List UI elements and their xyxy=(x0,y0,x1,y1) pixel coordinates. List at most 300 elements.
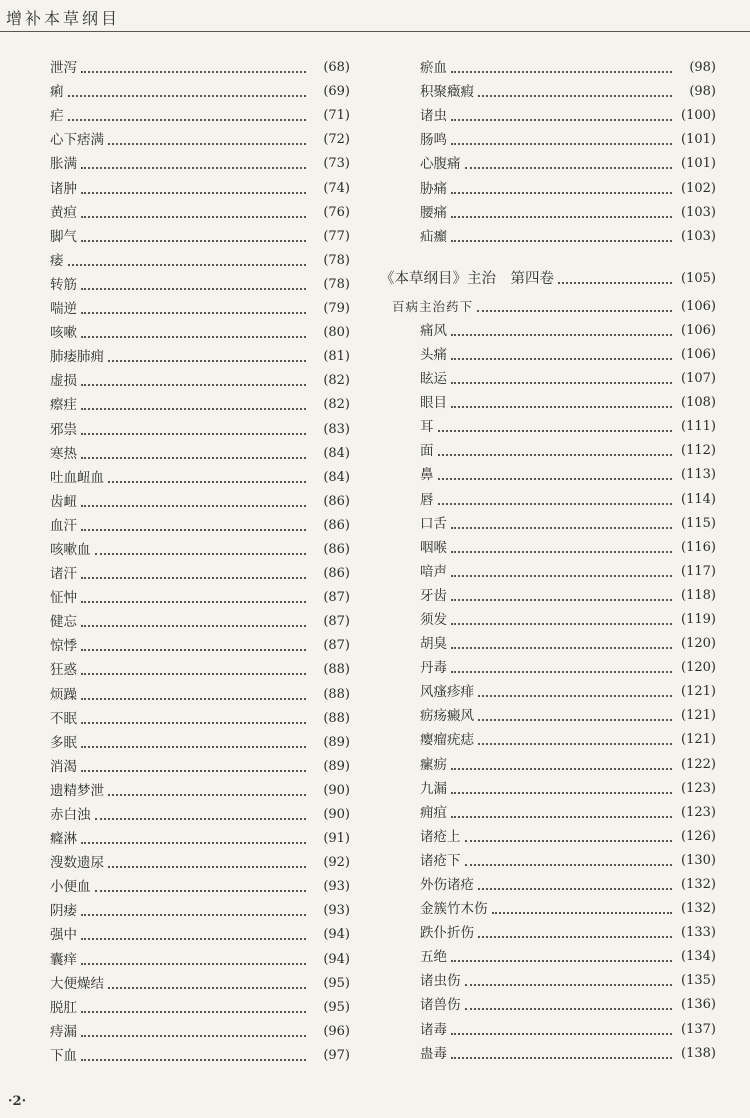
toc-entry-page: (86) xyxy=(323,541,350,557)
leader-dots xyxy=(81,1011,306,1013)
leader-dots xyxy=(465,864,673,866)
toc-entry[interactable] xyxy=(50,488,350,512)
toc-entry-page: (126) xyxy=(681,828,716,844)
toc-entry-title: 血汗 xyxy=(50,517,77,534)
toc-entry[interactable] xyxy=(50,945,350,969)
toc-entry[interactable] xyxy=(50,150,350,174)
toc-entry-title: 阴痿 xyxy=(50,903,77,920)
leader-dots xyxy=(108,987,306,989)
toc-entry[interactable] xyxy=(50,271,350,295)
toc-entry-title: 烦躁 xyxy=(50,686,77,703)
toc-entry[interactable] xyxy=(380,847,716,871)
toc-entry-title: 惊悸 xyxy=(50,638,77,655)
leader-dots xyxy=(438,478,673,480)
toc-entry-title: 外伤诸疮 xyxy=(420,877,474,893)
leader-dots xyxy=(451,623,672,625)
toc-section-title: 百病主治药下 xyxy=(392,298,474,314)
toc-entry-title: 溲数遗尿 xyxy=(50,855,104,872)
leader-dots xyxy=(465,984,673,986)
toc-entry-title: 金簇竹木伤 xyxy=(420,901,488,918)
toc-entry-title: 瘰疬 xyxy=(420,756,447,773)
toc-entry[interactable] xyxy=(380,967,716,991)
leader-dots xyxy=(478,936,672,938)
toc-entry-page: (84) xyxy=(323,445,350,461)
toc-entry[interactable] xyxy=(50,54,350,78)
toc-entry[interactable] xyxy=(380,485,716,509)
toc-entry-title: 大便燥结 xyxy=(50,975,104,992)
toc-entry[interactable] xyxy=(50,1042,350,1066)
leader-dots xyxy=(81,625,306,627)
toc-entry[interactable] xyxy=(50,319,350,343)
leader-dots xyxy=(465,840,673,842)
leader-dots xyxy=(81,1035,306,1037)
leader-dots xyxy=(81,167,306,169)
toc-entry-title: 牙齿 xyxy=(420,587,447,604)
toc-entry[interactable] xyxy=(50,777,350,801)
toc-section-heading[interactable] xyxy=(380,295,716,317)
leader-dots xyxy=(451,551,672,553)
book-title: 增补本草纲目 xyxy=(6,9,121,28)
leader-dots xyxy=(95,818,307,820)
toc-entry-page: (94) xyxy=(323,951,350,967)
leader-dots xyxy=(478,888,672,890)
toc-column-right xyxy=(380,54,716,1064)
toc-entry-page: (82) xyxy=(323,397,350,413)
toc-entry-title: 风瘙疹痱 xyxy=(420,684,474,701)
toc-entry-title: 瘀血 xyxy=(420,60,447,77)
toc-entry-page: (101) xyxy=(681,132,716,148)
leader-dots xyxy=(81,1059,306,1061)
toc-entry-title: 头痛 xyxy=(420,346,447,363)
toc-entry[interactable] xyxy=(50,921,350,945)
leader-dots xyxy=(81,505,306,507)
toc-entry-title: 咳嗽 xyxy=(50,325,77,342)
leader-dots xyxy=(451,406,672,408)
leader-dots xyxy=(451,358,672,360)
toc-entry-page: (74) xyxy=(323,180,350,196)
leader-dots xyxy=(451,792,672,794)
leader-dots xyxy=(438,503,673,505)
toc-entry[interactable] xyxy=(380,54,716,78)
toc-entry-page: (95) xyxy=(323,999,350,1015)
toc-entry[interactable] xyxy=(50,247,350,271)
toc-entry-title: 痔漏 xyxy=(50,1023,77,1040)
toc-entry[interactable] xyxy=(380,991,716,1015)
leader-dots xyxy=(477,310,672,312)
toc-entry-page: (94) xyxy=(323,927,350,943)
toc-entry-page: (133) xyxy=(681,925,716,941)
toc-entry-title: 肠鸣 xyxy=(420,132,447,149)
leader-dots xyxy=(108,481,306,483)
leader-dots xyxy=(68,264,307,266)
toc-entry-title: 喘逆 xyxy=(50,301,77,318)
toc-entry-page: (79) xyxy=(323,301,350,317)
toc-entry-page: (97) xyxy=(323,1047,350,1063)
leader-dots xyxy=(465,167,673,169)
toc-entry[interactable] xyxy=(50,656,350,680)
toc-entry[interactable] xyxy=(380,895,716,919)
toc-entry-page: (100) xyxy=(681,108,716,124)
toc-entry[interactable] xyxy=(50,753,350,777)
toc-entry-page: (135) xyxy=(681,973,716,989)
toc-entry-title: 诸疮上 xyxy=(420,828,461,845)
toc-entry[interactable] xyxy=(380,823,716,847)
toc-entry[interactable] xyxy=(50,440,350,464)
toc-entry-title: 心下痞满 xyxy=(50,132,104,149)
leader-dots xyxy=(81,770,306,772)
leader-dots xyxy=(81,914,306,916)
toc-entry[interactable] xyxy=(380,78,716,102)
toc-entry-title: 诸兽伤 xyxy=(420,997,461,1014)
leader-dots xyxy=(81,312,306,314)
toc-entry-title: 转筋 xyxy=(50,276,77,293)
toc-entry-title: 鼻 xyxy=(420,467,434,484)
toc-entry-page: (123) xyxy=(681,804,716,820)
toc-entry-page: (132) xyxy=(681,901,716,917)
toc-entry-title: 九漏 xyxy=(420,780,447,797)
leader-dots xyxy=(451,960,672,962)
toc-entry-page: (121) xyxy=(681,708,716,724)
leader-dots xyxy=(451,216,672,218)
toc-entry-page: (68) xyxy=(323,60,350,76)
toc-entry-page: (101) xyxy=(681,156,716,172)
toc-entry[interactable] xyxy=(380,943,716,967)
leader-dots xyxy=(465,1008,673,1010)
toc-entry-title: 不眠 xyxy=(50,710,77,727)
toc-entry-page: (88) xyxy=(323,710,350,726)
toc-entry[interactable] xyxy=(50,415,350,439)
leader-dots xyxy=(68,119,307,121)
toc-entry[interactable] xyxy=(50,512,350,536)
toc-entry-page: (102) xyxy=(681,180,716,196)
leader-dots xyxy=(95,890,307,892)
toc-entry-title: 瘵疰 xyxy=(50,397,77,414)
toc-chapter-title: 《本草纲目》主治 第四卷 xyxy=(380,270,554,287)
page-number: ·2· xyxy=(8,1094,27,1109)
leader-dots xyxy=(81,408,306,410)
toc-entry-page: (123) xyxy=(681,780,716,796)
toc-entry[interactable] xyxy=(380,1015,716,1039)
toc-entry-page: (106) xyxy=(681,346,716,362)
toc-section-page: (106) xyxy=(681,298,716,314)
toc-entry-title: 眼目 xyxy=(420,395,447,412)
toc-entry[interactable] xyxy=(50,705,350,729)
toc-entry-title: 疟 xyxy=(50,108,64,125)
toc-entry-title: 吐血衄血 xyxy=(50,469,104,486)
toc-entry[interactable] xyxy=(50,1018,350,1042)
toc-entry-page: (84) xyxy=(323,469,350,485)
toc-entry[interactable] xyxy=(50,102,350,126)
toc-entry[interactable] xyxy=(380,654,716,678)
toc-entry-page: (89) xyxy=(323,734,350,750)
toc-entry-page: (95) xyxy=(323,975,350,991)
toc-entry-page: (76) xyxy=(323,204,350,220)
toc-entry-title: 诸肿 xyxy=(50,180,77,197)
toc-entry-title: 脚气 xyxy=(50,228,77,245)
toc-entry-title: 多眠 xyxy=(50,734,77,751)
toc-entry[interactable] xyxy=(380,726,716,750)
leader-dots xyxy=(108,360,306,362)
toc-chapter-heading[interactable] xyxy=(380,247,716,295)
leader-dots xyxy=(451,192,672,194)
leader-dots xyxy=(81,698,306,700)
toc-entry[interactable] xyxy=(50,632,350,656)
leader-dots xyxy=(451,240,672,242)
leader-dots xyxy=(81,384,306,386)
toc-entry[interactable] xyxy=(50,199,350,223)
leader-dots xyxy=(81,240,306,242)
toc-entry[interactable] xyxy=(380,223,716,247)
toc-entry-page: (121) xyxy=(681,732,716,748)
toc-entry-title: 怔忡 xyxy=(50,590,77,607)
toc-entry-page: (87) xyxy=(323,590,350,606)
toc-entry-page: (130) xyxy=(681,852,716,868)
toc-entry-page: (136) xyxy=(681,997,716,1013)
toc-entry-title: 面 xyxy=(420,443,434,460)
toc-entry-title: 健忘 xyxy=(50,614,77,631)
toc-entry-page: (122) xyxy=(681,756,716,772)
toc-entry[interactable] xyxy=(50,897,350,921)
toc-entry-page: (72) xyxy=(323,132,350,148)
leader-dots xyxy=(478,719,672,721)
toc-entry-page: (121) xyxy=(681,684,716,700)
leader-dots xyxy=(451,527,672,529)
toc-entry[interactable] xyxy=(50,78,350,102)
toc-entry-page: (83) xyxy=(323,421,350,437)
toc-entry[interactable] xyxy=(380,437,716,461)
leader-dots xyxy=(451,334,672,336)
toc-entry[interactable] xyxy=(380,126,716,150)
leader-dots xyxy=(81,722,306,724)
leader-dots xyxy=(451,1033,672,1035)
toc-entry-page: (103) xyxy=(681,204,716,220)
toc-entry-title: 脱肛 xyxy=(50,999,77,1016)
toc-entry-title: 痿 xyxy=(50,252,64,269)
toc-entry-page: (88) xyxy=(323,686,350,702)
toc-entry[interactable] xyxy=(380,365,716,389)
leader-dots xyxy=(68,95,307,97)
leader-dots xyxy=(451,647,672,649)
toc-entry[interactable] xyxy=(380,510,716,534)
toc-entry[interactable] xyxy=(50,608,350,632)
toc-entry[interactable] xyxy=(380,750,716,774)
leader-dots xyxy=(81,216,306,218)
toc-entry[interactable] xyxy=(380,102,716,126)
toc-entry-page: (120) xyxy=(681,660,716,676)
toc-entry-title: 积聚癥瘕 xyxy=(420,84,474,101)
toc-entry-title: 诸虫 xyxy=(420,108,447,125)
leader-dots xyxy=(108,866,306,868)
toc-entry-title: 狂惑 xyxy=(50,662,77,679)
toc-entry[interactable] xyxy=(380,413,716,437)
toc-entry-title: 诸疮下 xyxy=(420,852,461,869)
toc-entry[interactable] xyxy=(50,560,350,584)
toc-entry[interactable] xyxy=(380,1040,716,1064)
toc-entry-page: (117) xyxy=(681,563,716,579)
toc-entry-page: (86) xyxy=(323,566,350,582)
toc-entry[interactable] xyxy=(380,582,716,606)
toc-entry[interactable] xyxy=(380,558,716,582)
toc-entry-title: 诸毒 xyxy=(420,1021,447,1038)
toc-entry[interactable] xyxy=(50,801,350,825)
leader-dots xyxy=(451,119,672,121)
leader-dots xyxy=(81,433,306,435)
leader-dots xyxy=(451,382,672,384)
toc-entry-title: 强中 xyxy=(50,927,77,944)
toc-entry-page: (87) xyxy=(323,638,350,654)
leader-dots xyxy=(451,816,672,818)
toc-entry-title: 腰痛 xyxy=(420,204,447,221)
toc-entry[interactable] xyxy=(380,606,716,630)
toc-entry-title: 邪祟 xyxy=(50,421,77,438)
toc-entry[interactable] xyxy=(380,199,716,223)
toc-entry-title: 疝㿗 xyxy=(420,228,447,245)
toc-entry-page: (116) xyxy=(681,539,716,555)
toc-entry-title: 须发 xyxy=(420,611,447,628)
leader-dots xyxy=(81,938,306,940)
toc-entry[interactable] xyxy=(50,174,350,198)
toc-entry-page: (118) xyxy=(681,587,716,603)
toc-entry[interactable] xyxy=(380,871,716,895)
toc-entry-page: (80) xyxy=(323,325,350,341)
leader-dots xyxy=(478,95,672,97)
toc-entry-title: 遗精梦泄 xyxy=(50,782,104,799)
toc-entry[interactable] xyxy=(380,317,716,341)
toc-entry-title: 唇 xyxy=(420,491,434,508)
toc-entry-page: (77) xyxy=(323,228,350,244)
leader-dots xyxy=(451,671,672,673)
toc-entry[interactable] xyxy=(50,223,350,247)
toc-entry[interactable] xyxy=(380,630,716,654)
toc-entry[interactable] xyxy=(380,678,716,702)
leader-dots xyxy=(81,71,306,73)
toc-entry-page: (112) xyxy=(681,443,716,459)
toc-entry-page: (114) xyxy=(681,491,716,507)
toc-entry-page: (91) xyxy=(323,831,350,847)
toc-entry[interactable] xyxy=(50,343,350,367)
toc-entry-title: 疬疡癜风 xyxy=(420,708,474,725)
toc-entry-title: 口舌 xyxy=(420,515,447,532)
toc-entry-page: (132) xyxy=(681,877,716,892)
toc-entry[interactable] xyxy=(50,825,350,849)
leader-dots xyxy=(558,282,672,284)
toc-entry-title: 痢 xyxy=(50,84,64,101)
toc-entry-page: (111) xyxy=(681,419,716,435)
leader-dots xyxy=(81,192,306,194)
toc-entry-page: (78) xyxy=(323,276,350,292)
toc-entry[interactable] xyxy=(50,126,350,150)
toc-entry[interactable] xyxy=(50,970,350,994)
leader-dots xyxy=(81,746,306,748)
toc-entry-title: 胀满 xyxy=(50,156,77,173)
toc-entry[interactable] xyxy=(380,341,716,365)
toc-entry-page: (119) xyxy=(681,611,716,627)
toc-entry[interactable] xyxy=(380,150,716,174)
toc-entry-page: (113) xyxy=(681,467,716,483)
toc-entry[interactable] xyxy=(50,680,350,704)
toc-entry-title: 跌仆折伤 xyxy=(420,925,474,942)
header-rule xyxy=(0,31,750,32)
toc-entry-title: 耳 xyxy=(420,419,434,436)
toc-entry-title: 泄泻 xyxy=(50,60,77,77)
toc-entry[interactable] xyxy=(380,389,716,413)
toc-entry[interactable] xyxy=(50,536,350,560)
leader-dots xyxy=(492,912,673,914)
toc-entry-page: (89) xyxy=(323,758,350,774)
toc-entry-page: (81) xyxy=(323,349,350,365)
toc-entry[interactable] xyxy=(50,994,350,1018)
toc-entry-page: (90) xyxy=(323,782,350,798)
toc-entry-page: (90) xyxy=(323,807,350,822)
toc-entry[interactable] xyxy=(50,295,350,319)
leader-dots xyxy=(478,695,672,697)
toc-entry-title: 赤白浊 xyxy=(50,807,91,823)
toc-entry-page: (108) xyxy=(681,395,716,411)
toc-entry-title: 五绝 xyxy=(420,949,447,966)
toc-entry-page: (120) xyxy=(681,636,716,652)
toc-entry[interactable] xyxy=(50,849,350,873)
toc-entry-page: (134) xyxy=(681,949,716,965)
leader-dots xyxy=(81,842,306,844)
toc-entry-title: 丹毒 xyxy=(420,660,447,677)
toc-entry[interactable] xyxy=(380,799,716,823)
toc-entry[interactable] xyxy=(50,464,350,488)
toc-entry-page: (137) xyxy=(681,1021,716,1037)
toc-entry[interactable] xyxy=(380,919,716,943)
toc-entry-title: 痛风 xyxy=(420,322,447,339)
toc-entry[interactable] xyxy=(380,702,716,726)
toc-entry-title: 咽喉 xyxy=(420,539,447,556)
toc-entry-title: 瘿瘤疣痣 xyxy=(420,732,474,749)
toc-entry[interactable] xyxy=(380,534,716,558)
toc-entry-page: (88) xyxy=(323,662,350,678)
toc-entry-page: (93) xyxy=(323,903,350,919)
leader-dots xyxy=(451,768,672,770)
toc-entry-title: 消渴 xyxy=(50,758,77,775)
toc-entry-title: 痈疽 xyxy=(420,804,447,821)
leader-dots xyxy=(81,288,306,290)
toc-entry[interactable] xyxy=(380,775,716,799)
toc-entry[interactable] xyxy=(50,367,350,391)
toc-entry-title: 喑声 xyxy=(420,563,447,580)
leader-dots xyxy=(478,743,672,745)
leader-dots xyxy=(81,673,306,675)
leader-dots xyxy=(81,577,306,579)
toc-entry[interactable] xyxy=(50,729,350,753)
toc-entry-title: 咳嗽血 xyxy=(50,541,91,558)
toc-entry-title: 胡臭 xyxy=(420,636,447,653)
toc-entry-page: (96) xyxy=(323,1023,350,1039)
toc-entry[interactable] xyxy=(50,584,350,608)
toc-entry-title: 眩运 xyxy=(420,371,447,388)
leader-dots xyxy=(451,143,672,145)
toc-entry-page: (93) xyxy=(323,879,350,895)
toc-entry-page: (86) xyxy=(323,493,350,509)
toc-entry-title: 诸汗 xyxy=(50,566,77,583)
leader-dots xyxy=(81,649,306,651)
toc-entry-title: 下血 xyxy=(50,1047,77,1064)
toc-entry-page: (71) xyxy=(323,108,350,124)
toc-entry[interactable] xyxy=(380,174,716,198)
toc-entry-page: (86) xyxy=(323,517,350,533)
toc-entry[interactable] xyxy=(380,461,716,485)
toc-entry[interactable] xyxy=(50,391,350,415)
toc-entry-title: 诸虫伤 xyxy=(420,973,461,990)
toc-entry-page: (138) xyxy=(681,1045,716,1061)
toc-entry-page: (92) xyxy=(323,855,350,871)
toc-entry-page: (115) xyxy=(681,515,716,531)
toc-entry[interactable] xyxy=(50,873,350,897)
